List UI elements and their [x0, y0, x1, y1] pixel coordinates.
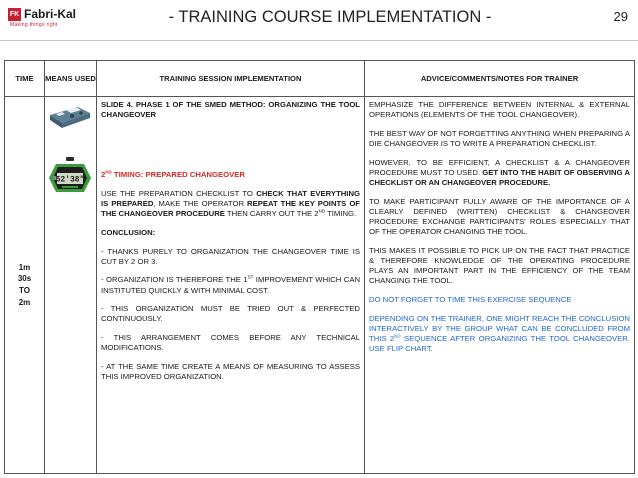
stopwatch-icon	[48, 157, 92, 199]
advice-cell	[365, 97, 635, 474]
stopwatch-reading: 52'38"	[55, 175, 85, 185]
logo-name: Fabri-Kal	[24, 7, 77, 21]
slide-title: SLIDE 4. PHASE 1 OF THE SMED METHOD: ORGANIZING THE TOOL CHANGEOVER	[101, 100, 360, 120]
advice-paragraph: THIS MAKES IT POSSIBLE TO PICK UP ON THE FACT THAT PRACTICE & THEREFORE KNOWLEDGE OF THE OPERATING PROCEDURE PLAYS AN IMPORTANT PART IN THE EFFICIENCY OF THE TEAM CHANGING THE TOOL.	[369, 245, 630, 286]
header-advice: ADVICE/COMMENTS/NOTES FOR TRAINER	[365, 61, 635, 97]
tool-cart-icon	[48, 101, 92, 131]
text-run-bold: GET INTO THE HABIT OF OBSERVING A CHECKLIST OR AN CHANGEOVER PROCEDURE.	[369, 167, 630, 187]
timing-number: 2	[101, 170, 106, 180]
advice-paragraph: EMPHASIZE THE DIFFERENCE BETWEEN INTERNAL & EXTERNAL OPERATIONS (ELEMENTS OF THE TOOL CHANGEOVER).	[369, 100, 630, 120]
table-row	[5, 97, 635, 474]
conclusion-point: - AT THE SAME TIME CREATE A MEANS OF MEASURING TO ASSESS THIS IMPROVED ORGANIZATION.	[101, 361, 360, 381]
timing-heading	[101, 170, 360, 180]
fabri-kal-logo	[8, 8, 98, 32]
header-divider	[0, 40, 638, 41]
text-sup: ST	[247, 274, 254, 280]
text-run: - ORGANIZATION IS THEREFORE THE 1	[101, 275, 248, 285]
text-sup: ND	[394, 333, 401, 339]
conclusion-point: - THIS ORGANIZATION MUST BE TRIED OUT & PERFECTED CONTINUOUSLY.	[101, 304, 360, 324]
session-cell	[97, 97, 365, 474]
logo-mark: FK	[8, 8, 21, 21]
advice-flip-chart-note	[369, 314, 630, 355]
conclusion-point	[101, 275, 360, 295]
header-time: TIME	[5, 61, 45, 97]
text-run-bold: CHECK THAT EVERYTHING IS PREPARED	[101, 188, 360, 209]
text-run-bold: REPEAT THE KEY POINTS OF THE CHANGEOVER PROCEDURE	[101, 199, 360, 219]
advice-paragraph	[369, 158, 630, 188]
timing-sup: ND	[105, 169, 112, 175]
page-header	[0, 0, 638, 38]
advice-paragraph: TO MAKE PARTICIPANT FULLY AWARE OF THE IMPORTANCE OF A CLEARLY DEFINED (WRITTEN) CHECKLIST & CHANGEOVER PROCEDURE EXCHANGE PARTICIPANTS' ROLES ESPECIALLY THAT OF THE OPERATOR CHANGING THE TOOL.	[369, 196, 630, 237]
advice-timing-reminder: DO NOT FORGET TO TIME THIS EXERCISE SEQUENCE	[369, 294, 572, 304]
text-run: DEPENDING ON THE TRAINER, ONE MIGHT REACH THE CONCLUSION INTERACTIVELY BY THE GROUP WHAT CAN BE CONCLUDED FROM THIS 2	[369, 313, 630, 343]
conclusion-point: - THIS ARRANGEMENT COMES BEFORE ANY TECHNICAL MODIFICATIONS.	[101, 333, 360, 353]
header-means: MEANS USED	[45, 61, 97, 97]
text-run: , MAKE THE OPERATOR	[153, 199, 248, 209]
time-line: 30s	[17, 274, 32, 284]
time-cell	[5, 97, 45, 474]
table-header-row	[5, 61, 635, 97]
time-line: TO	[19, 286, 30, 295]
time-line: 1m	[18, 262, 31, 272]
text-run: USE THE PREPARATION CHECKLIST TO	[101, 188, 257, 198]
time-line: 2m	[18, 297, 31, 307]
timing-text: TIMING: PREPARED CHANGEOVER	[111, 170, 245, 180]
means-cell	[45, 97, 97, 474]
header-session: TRAINING SESSION IMPLEMENTATION	[97, 61, 365, 97]
training-table	[4, 60, 635, 474]
page-title: - TRAINING COURSE IMPLEMENTATION -	[168, 8, 492, 26]
conclusion-heading: CONCLUSION:	[101, 227, 156, 237]
logo-tagline: Making things right	[10, 22, 58, 28]
text-run: TIMING.	[325, 209, 357, 219]
text-run: HOWEVER, TO BE EFFICIENT, A CHECKLIST & A CHANGEOVER PROCEDURE MUST TO USED.	[369, 157, 630, 177]
text-run: THEN CARRY OUT THE 2	[224, 209, 319, 219]
page-number: 29	[613, 9, 628, 24]
text-run: IMPROVEMENT WHICH CAN INSTITUTED QUICKLY & WITH MINIMAL COST.	[101, 275, 361, 295]
advice-paragraph: THE BEST WAY OF NOT FORGETTING ANYTHING WHEN PREPARING A DIE CHANGEOVER IS TO WRITE A PREPARATION CHECKLIST.	[369, 128, 630, 148]
preparation-instruction	[101, 189, 360, 219]
text-sup: ND	[318, 208, 326, 214]
conclusion-point: - THANKS PURELY TO ORGANIZATION THE CHANGEOVER TIME IS CUT BY 2 OR 3.	[101, 246, 360, 266]
text-run: SEQUENCE AFTER ORGANIZING THE TOOL CHANGEOVER. USE FLIP CHART.	[369, 333, 630, 353]
